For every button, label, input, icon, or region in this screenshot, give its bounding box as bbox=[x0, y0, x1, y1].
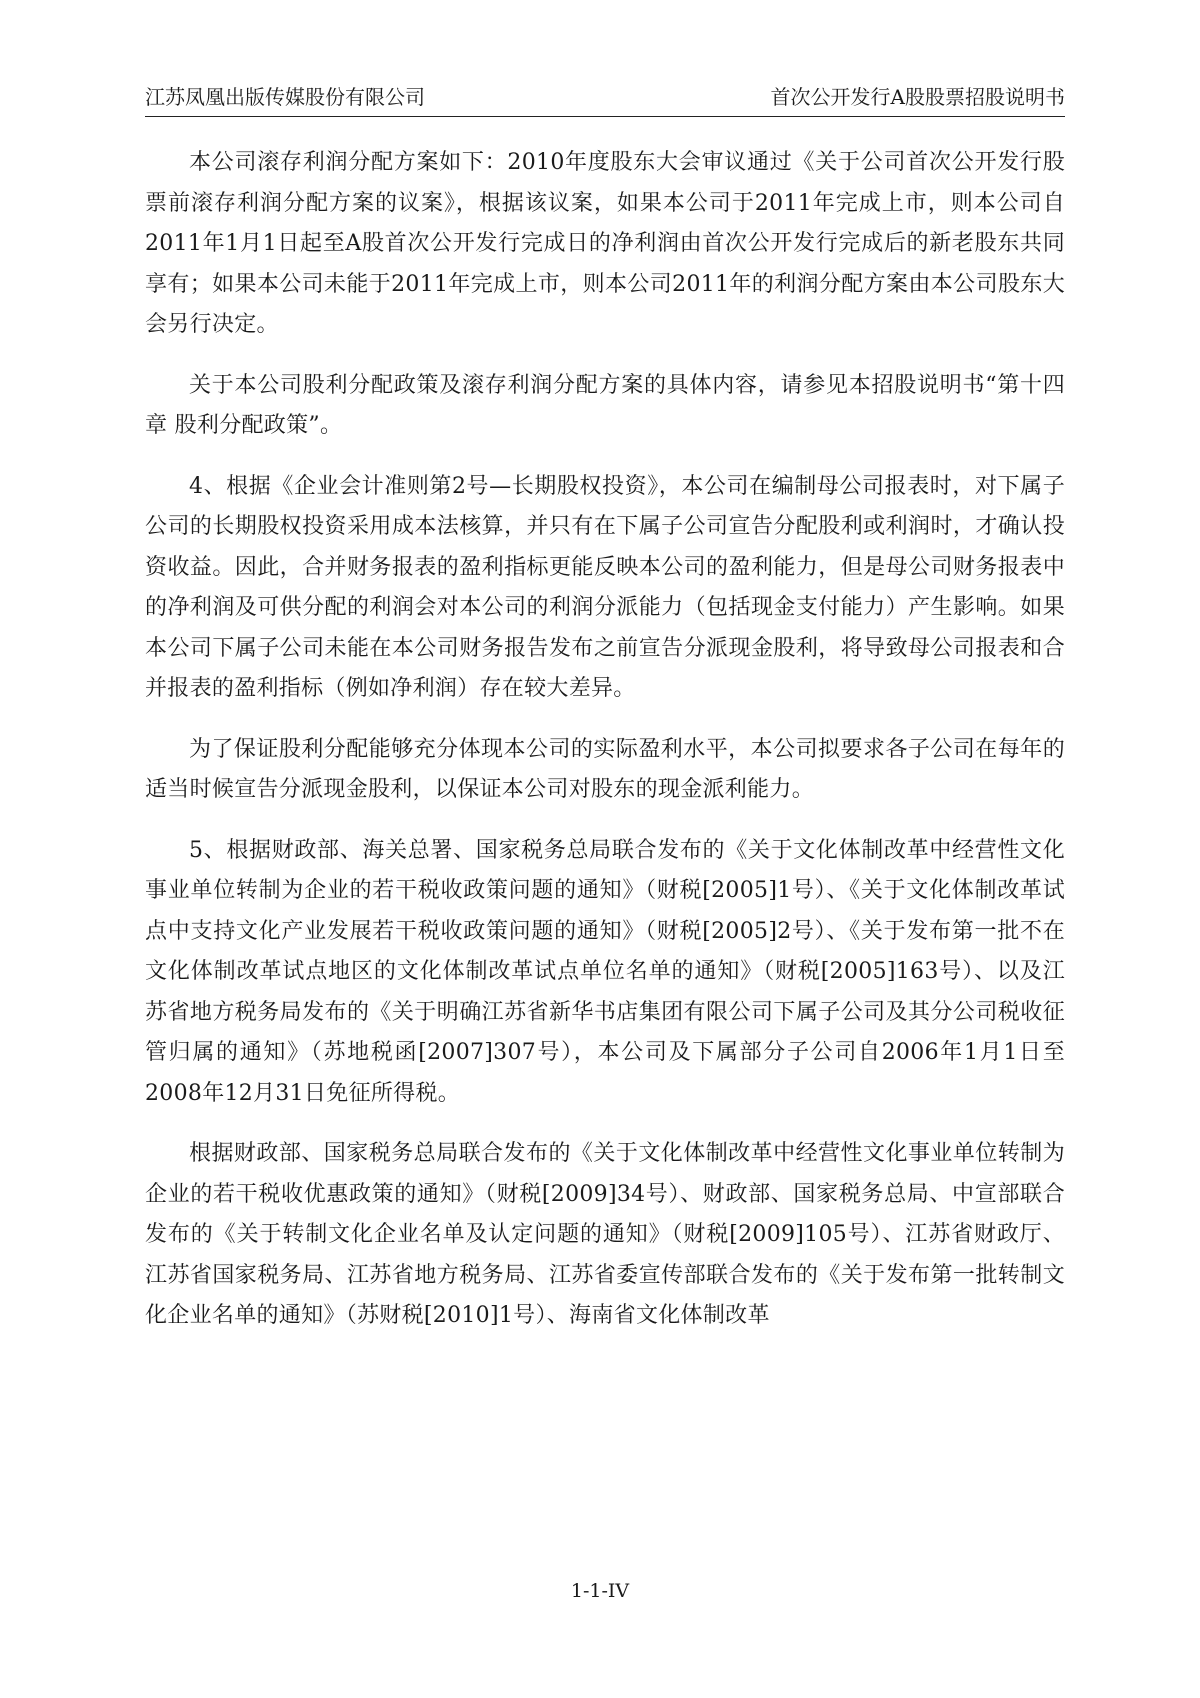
page-number: 1-1-IV bbox=[570, 1580, 630, 1602]
document-body bbox=[145, 143, 1065, 1357]
paragraph-subsidiary-dividends: 为了保证股利分配能够充分体现本公司的实际盈利水平，本公司拟要求各子公司在每年的适当时候宣告分派现金股利，以保证本公司对股东的现金派利能力。 bbox=[145, 736, 1065, 802]
paragraph-rolling-profit-plan: 本公司滚存利润分配方案如下：2010年度股东大会审议通过《关于公司首次公开发行股票前滚存利润分配方案的议案》，根据该议案，如果本公司于2011年完成上市，则本公司自2011年1月1日起至A股首次公开发行完成日的净利润由首次公开发行完成后的新老股东共同享有；如果本公司未能于2011年完成上市，则本公司2011年的利润分配方案由本公司股东大会另行决定。 bbox=[145, 150, 1065, 337]
paragraph-long-term-equity-investment: 4、根据《企业会计准则第2号—长期股权投资》，本公司在编制母公司报表时，对下属子公司的长期股权投资采用成本法核算，并只有在下属子公司宣告分配股利或利润时，才确认投资收益。因此，合并财务报表的盈利指标更能反映本公司的盈利能力，但是母公司财务报表中的净利润及可供分配的利润会对本公司的利润分派能力（包括现金支付能力）产生影响。如果本公司下属子公司未能在本公司财务报告发布之前宣告分派现金股利，将导致母公司报表和合并报表的盈利指标（例如净利润）存在较大差异。 bbox=[145, 473, 1065, 701]
paragraph-tax-exemption-2006-2008: 5、根据财政部、海关总署、国家税务总局联合发布的《关于文化体制改革中经营性文化事业单位转制为企业的若干税收政策问题的通知》（财税[2005]1号）、《关于文化体制改革试点中支持文化产业发展若干税收政策问题的通知》（财税[2005]2号）、《关于发布第一批不在文化体制改革试点地区的文化体制改革试点单位名单的通知》（财税[2005]163号）、以及江苏省地方税务局发布的《关于明确江苏省新华书店集团有限公司下属子公司及其分公司税收征管归属的通知》（苏地税函[2007]307号），本公司及下属部分子公司自2006年1月1日至2008年12月31日免征所得税。 bbox=[145, 837, 1065, 1106]
page-header bbox=[145, 84, 1065, 117]
header-document-title: 首次公开发行A股股票招股说明书 bbox=[770, 85, 1065, 109]
header-company-name: 江苏凤凰出版传媒股份有限公司 bbox=[145, 85, 425, 109]
paragraph-tax-preference-2009: 根据财政部、国家税务总局联合发布的《关于文化体制改革中经营性文化事业单位转制为企业的若干税收优惠政策的通知》（财税[2009]34号）、财政部、国家税务总局、中宣部联合发布的《关于转制文化企业名单及认定问题的通知》（财税[2009]105号）、江苏省财政厅、江苏省国家税务局、江苏省地方税务局、江苏省委宣传部联合发布的《关于发布第一批转制文化企业名单的通知》（苏财税[2010]1号）、海南省文化体制改革 bbox=[145, 1141, 1065, 1328]
paragraph-dividend-policy-reference: 关于本公司股利分配政策及滚存利润分配方案的具体内容，请参见本招股说明书“第十四章 股利分配政策”。 bbox=[145, 372, 1065, 438]
